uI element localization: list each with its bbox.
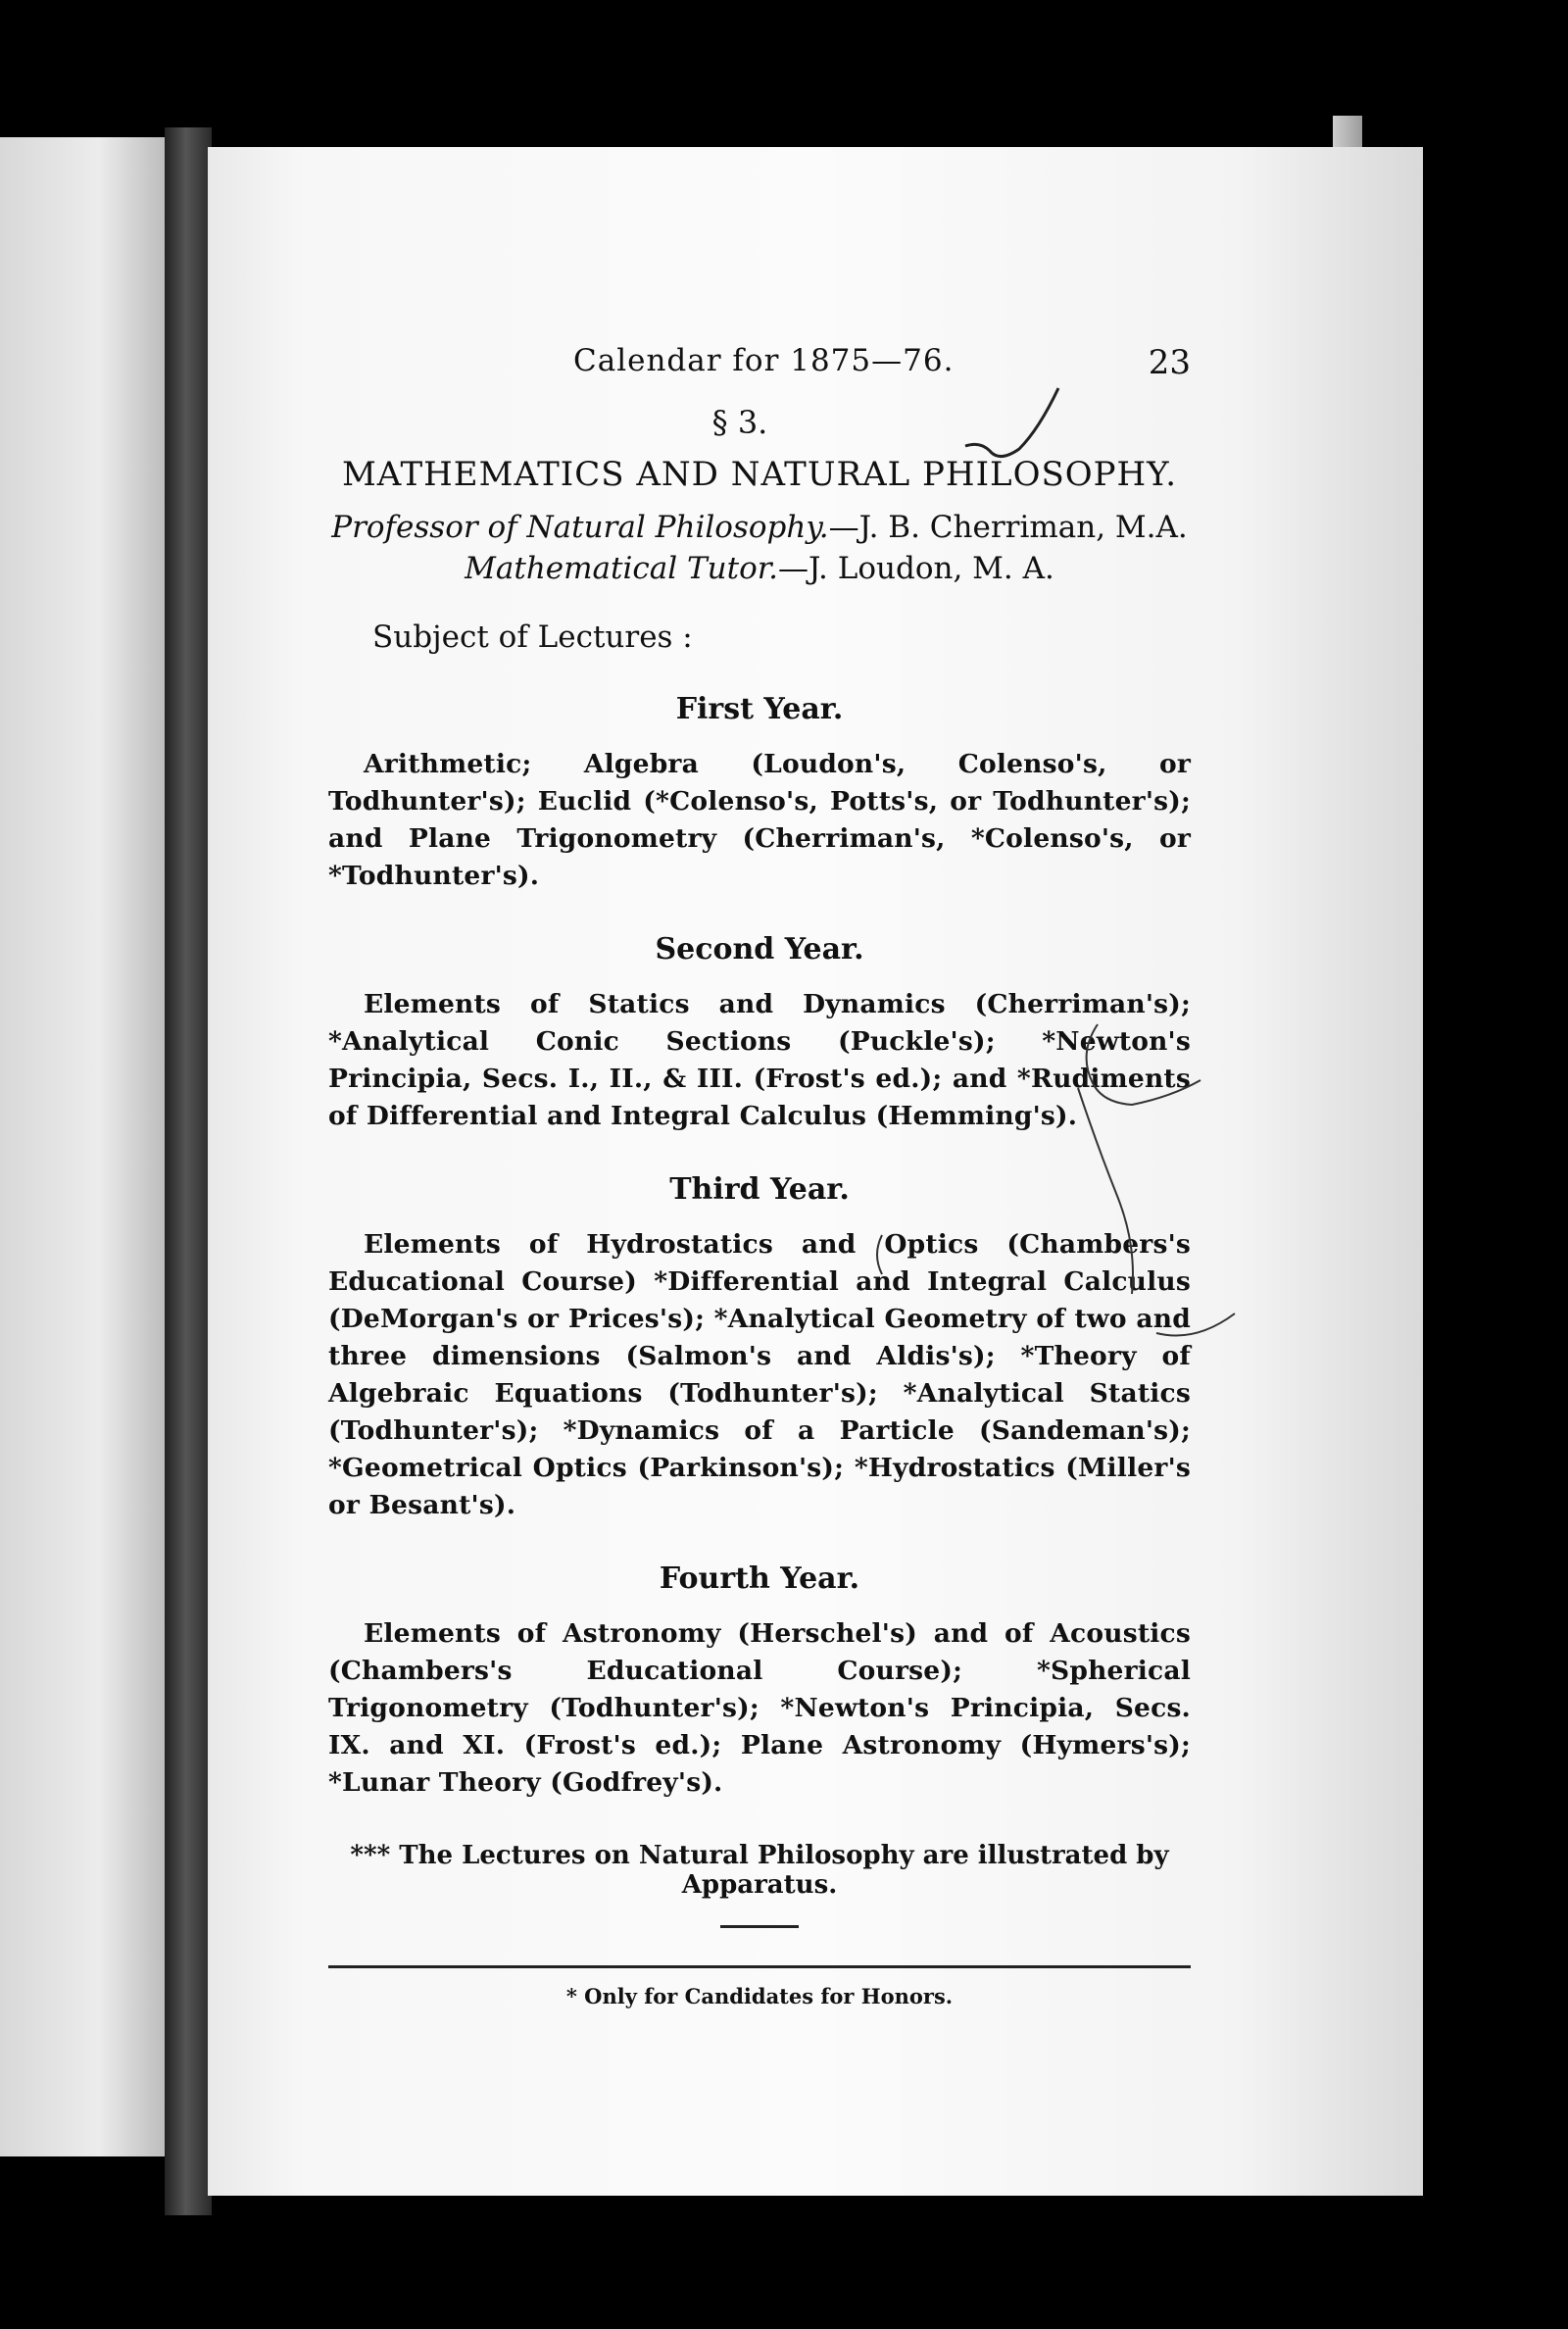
year-text-second: Elements of Statics and Dynamics (Cherriman's); *Analytical Conic Sections (Puckle's); *Newton's Principia, Secs. I., II., & III. (Frost's ed.); and *Rudiments of Differential and Integral Calculus (Hemming's). bbox=[328, 989, 1191, 1131]
year-heading-first: First Year. bbox=[675, 692, 844, 726]
tutor-role: Mathematical Tutor. bbox=[465, 551, 779, 586]
pencil-margin-annotation bbox=[1087, 1024, 1200, 1105]
professor-name: —J. B. Cherriman, M.A. bbox=[828, 510, 1188, 545]
pencil-bracket-annotation bbox=[877, 1235, 1235, 1336]
year-heading-second: Second Year. bbox=[655, 932, 864, 966]
section-number: § 3. bbox=[711, 404, 768, 441]
pencil-curve-annotation bbox=[1078, 1088, 1133, 1294]
subject-label: Subject of Lectures : bbox=[372, 619, 693, 655]
year-heading-fourth: Fourth Year. bbox=[659, 1561, 860, 1596]
checkmark-annotation bbox=[965, 388, 1058, 457]
professor-role: Professor of Natural Philosophy. bbox=[331, 510, 829, 545]
year-text-first: Arithmetic; Algebra (Loudon's, Colenso's, or Todhunter's); Euclid (*Colenso's, Potts's, or Todhunter's); and Plane Trigonometry (Cherriman's, *Colenso's, or *Todhunter's). bbox=[328, 749, 1191, 891]
tutor-name: —J. Loudon, M. A. bbox=[778, 551, 1054, 586]
running-head-title: Calendar for 1875—76. bbox=[573, 343, 955, 378]
page-number: 23 bbox=[1148, 343, 1191, 382]
year-heading-third: Third Year. bbox=[669, 1172, 850, 1207]
section-heading: MATHEMATICS AND NATURAL PHILOSOPHY. bbox=[341, 455, 1178, 494]
honors-footnote: * Only for Candidates for Honors. bbox=[565, 1984, 954, 2008]
year-text-fourth: Elements of Astronomy (Herschel's) and of Acoustics (Chambers's Educational Course); *Spherical Trigonometry (Todhunter's); *Newton's Principia, Secs. IX. and XI. (Frost's ed.); Plane Astronomy (Hymers's); *Lunar Theory (Godfrey's). bbox=[328, 1618, 1191, 1798]
apparatus-note: *** The Lectures on Natural Philosophy are illustrated by Apparatus. bbox=[350, 1841, 1169, 1900]
year-text-third: Elements of Hydrostatics and Optics (Chambers's Educational Course) *Differential and Integral Calculus (DeMorgan's or Prices's); *Analytical Geometry of two and three dimensions (Salmon's and Aldis's); *Theory of Algebraic Equations (Todhunter's); *Analytical Statics (Todhunter's); *Dynamics of a Particle (Sandeman's); *Geometrical Optics (Parkinson's); *Hydrostatics (Miller's or Besant's). bbox=[328, 1229, 1191, 1520]
